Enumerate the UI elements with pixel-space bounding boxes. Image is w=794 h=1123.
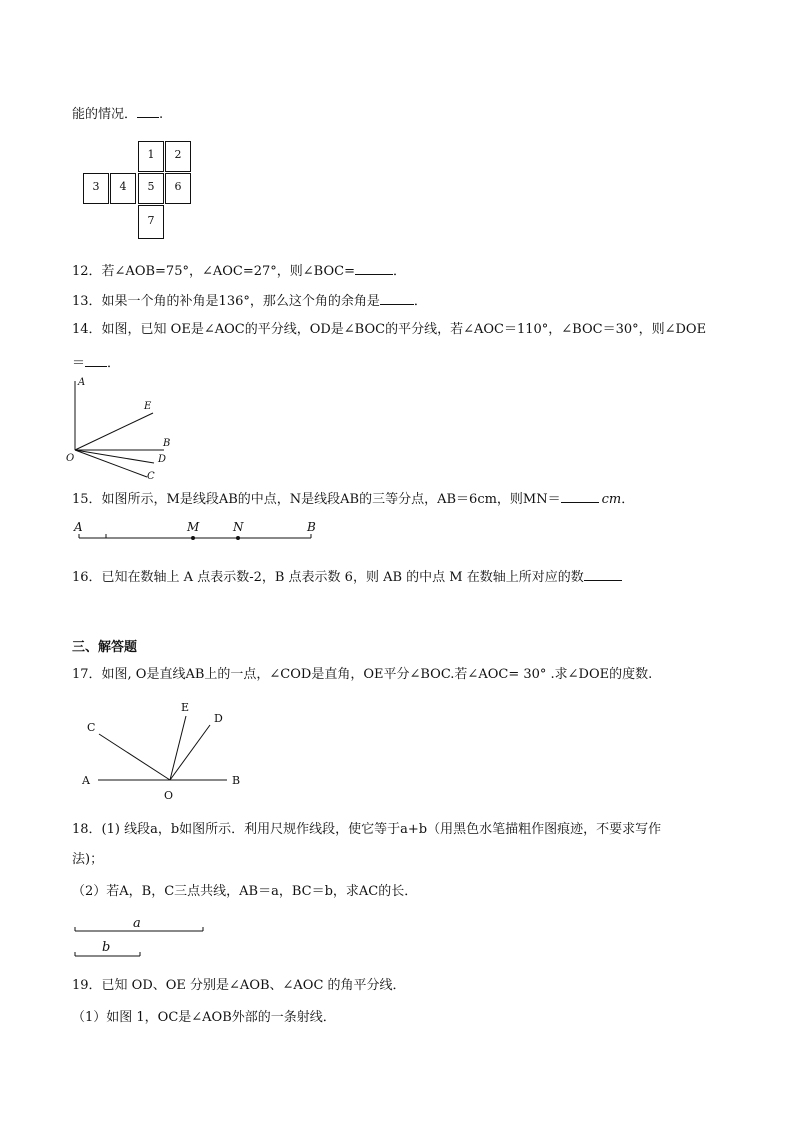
- label-a: A: [74, 520, 83, 534]
- q14-line-1: 14．如图，已知 OE是∠AOC的平分线，OD是∠BOC的平分线，若∠AOC＝110°，∠BOC＝30°，则∠DOE: [72, 322, 707, 337]
- label-e: E: [144, 401, 152, 412]
- label-c: C: [87, 721, 96, 734]
- label-o: O: [66, 453, 75, 464]
- q11-text: 能的情况．: [72, 107, 138, 122]
- section-title: 三、解答题: [72, 640, 138, 655]
- q18-line-3: （2）若A，B，C三点共线，AB＝a，BC＝b，求AC的长．: [72, 884, 418, 899]
- q17-line: 17．如图, O是直线AB上的一点，∠COD是直角，OE平分∠BOC.若∠AOC= 30° .求∠DOE的度数.: [72, 667, 653, 682]
- net-cell-5: 5: [138, 173, 164, 204]
- label-b: B: [307, 520, 316, 534]
- q14-answer-blank[interactable]: [85, 354, 107, 367]
- label-m: M: [187, 520, 200, 534]
- net-cell-3: 3: [83, 173, 109, 204]
- label-b: B: [163, 438, 171, 449]
- net-cell-4: 4: [110, 173, 136, 204]
- point-n: [236, 536, 240, 540]
- q19-line-2: （1）如图 1，OC是∠AOB外部的一条射线．: [72, 1010, 336, 1025]
- q13-end: ．: [413, 294, 427, 309]
- q15-unit: cm: [601, 492, 622, 507]
- q16-text: 16．已知在数轴上 A 点表示数-2，B 点表示数 6，则 AB 的中点 M 在数轴上所对应的数: [72, 570, 584, 585]
- label-b: b: [102, 940, 111, 955]
- label-b: B: [232, 774, 241, 787]
- ray-oc: [99, 734, 170, 780]
- ray-oe: [75, 413, 153, 450]
- q12-answer-blank[interactable]: [355, 262, 393, 275]
- q15-end: ．: [621, 492, 635, 507]
- label-a: a: [133, 916, 141, 931]
- net-cell-1: 1: [138, 141, 164, 172]
- q19-line-1: 19．已知 OD、OE 分别是∠AOB、∠AOC 的角平分线．: [72, 978, 406, 993]
- q13-text: 13．如果一个角的补角是136°，那么这个角的余角是: [72, 294, 380, 309]
- ray-od: [170, 725, 210, 780]
- net-cell-7: 7: [138, 205, 164, 239]
- q13-line: [72, 292, 427, 310]
- q14-eq: ＝: [72, 356, 86, 371]
- q15-answer-blank[interactable]: [561, 490, 599, 503]
- point-m: [191, 536, 195, 540]
- q12-end: ．: [392, 264, 406, 279]
- q18-line-1: 18．(1) 线段a，b如图所示．利用尺规作线段，使它等于a+b（用黑色水笔描粗作图痕迹，不要求写作: [72, 822, 662, 837]
- label-c: C: [147, 471, 155, 482]
- q14-end: ．: [107, 356, 121, 371]
- q12-line: [72, 262, 406, 280]
- label-o: O: [164, 789, 174, 802]
- label-e: E: [181, 701, 190, 714]
- q14-line-2: [72, 354, 120, 372]
- q13-answer-blank[interactable]: [380, 292, 414, 305]
- q15-line: [72, 490, 634, 508]
- q16-answer-blank[interactable]: [584, 568, 622, 581]
- label-d: D: [158, 454, 167, 465]
- net-cell-6: 6: [165, 173, 191, 204]
- label-d: D: [214, 712, 223, 725]
- q18-line-2: 法)；: [72, 852, 104, 867]
- label-n: N: [233, 520, 244, 534]
- ray-od: [75, 450, 154, 463]
- ray-oc: [75, 450, 147, 477]
- q11-answer-blank[interactable]: [137, 105, 159, 118]
- q15-text: 15．如图所示，M是线段AB的中点，N是线段AB的三等分点，AB＝6cm，则MN＝: [72, 492, 561, 507]
- q12-text: 12．若∠AOB=75°，∠AOC=27°，则∠BOC=: [72, 264, 355, 279]
- q11-line: [72, 105, 163, 123]
- label-a: A: [78, 377, 86, 388]
- label-a: A: [82, 774, 90, 787]
- q16-line: [72, 568, 622, 586]
- q11-end: .: [159, 107, 164, 122]
- ray-oe: [170, 716, 186, 780]
- net-cell-2: 2: [165, 141, 191, 172]
